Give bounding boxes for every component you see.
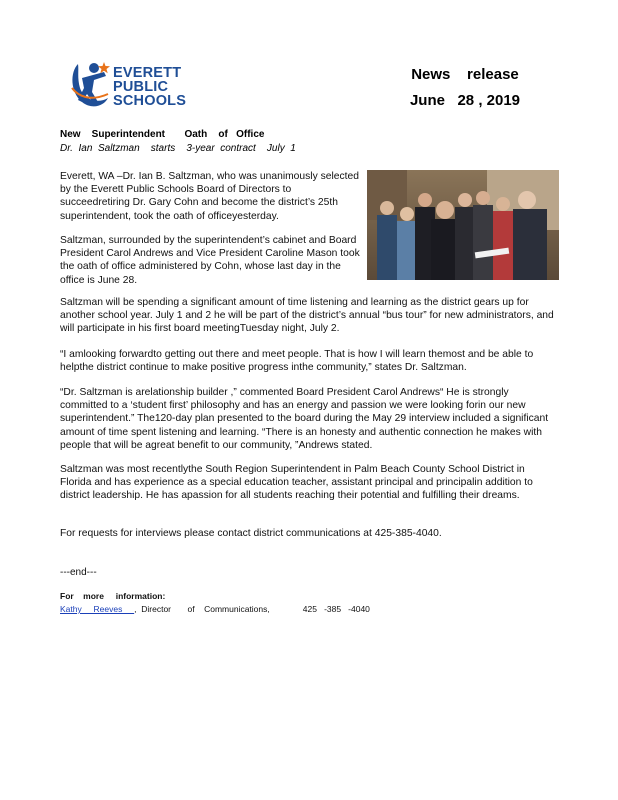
release-header [395,66,535,118]
group-photo-image [367,170,559,280]
oath-ceremony-photo [367,170,559,280]
paragraph-2: Saltzman, surrounded by the superintendent’s cabinet and Board President Carol Andrews and Vice President Caroline Mason took the oath of office administered by Cohn, whose last day in the office is June 28. [60,235,360,286]
release-subtitle: Dr. Ian Saltzman starts 3-year contract July 1 [60,143,296,154]
news-release-label: News release [411,66,519,83]
logo-line-2: PUBLIC [113,79,169,95]
paragraph-6: Saltzman was most recentlythe South Region Superintendent in Palm Beach County School District in Florida and has experience as a special education teacher, assistant principal and principalin addition to district leadership. He has apassion for all students reaching their potential and fulfilling their dreams. [60,464,533,502]
end-marker: ---end--- [60,567,97,578]
release-title: New Superintendent Oath of Office [60,129,265,140]
paragraph-3: Saltzman will be spending a significant amount of time listening and learning as the district gears up for another school year. July 1 and 2 he will be part of the district’s annual “bus tour” for new administrators, and will participate in his first board meetingTuesday night, July 2. [60,297,554,335]
release-date: June 28 , 2019 [409,92,521,109]
paragraph-7: For requests for interviews please contact district communications at 425-385-4040. [60,528,442,539]
logo-line-3: SCHOOLS [113,93,187,109]
contact-details: , Director of Communications, 425 -385 -4040 [134,604,370,614]
logo-line-1: EVERETT [113,65,182,81]
logo-wordmark [113,66,186,108]
logo-figure-icon [68,58,114,112]
contact-heading: For more information: [60,591,166,601]
paragraph-4: “I amlooking forwardto getting out there and meet people. That is how I will learn themost and be able to helpthe district continue to make positive progress inthe community,” states Dr. Saltzman. [60,349,534,374]
contact-line [60,604,370,614]
paragraph-1: Everett, WA –Dr. Ian B. Saltzman, who was unanimously selected by the Everett Public Schools Board of Directors to succeedretiring Dr. Gary Cohn and become the district’s 25th superintendent, took the oath of officeyesterday. [60,171,359,222]
everett-public-schools-logo [68,58,198,112]
paragraph-5: “Dr. Saltzman is arelationship builder ,” commented Board President Carol Andrews“ He is strongly committed to a ‘student first’ philosophy and has an energy and passion we were looking forin our new superintendent.” The120-day plan presented to the board during the May 29 interview included a significant amount of time spent listening and learning. “There is an honesty and authentic connection he makes with people that will be agreat benefit to our community, ”Andrews stated. [60,387,549,451]
contact-name-link[interactable]: Kathy Reeves [60,604,135,614]
